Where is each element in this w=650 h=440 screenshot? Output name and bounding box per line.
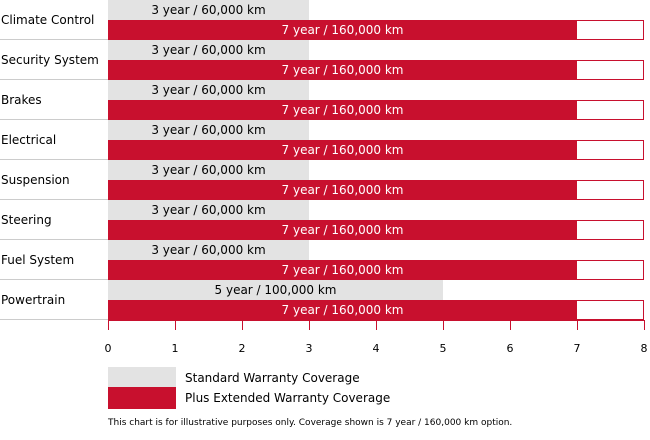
x-tick-label: 1: [171, 342, 179, 355]
x-tick-label: 5: [439, 342, 447, 355]
extended-bar-label: 7 year / 160,000 km: [281, 303, 404, 317]
extended-bar-label: 7 year / 160,000 km: [281, 63, 404, 77]
category-label: Climate Control: [1, 13, 95, 27]
extended-bar-label: 7 year / 160,000 km: [281, 223, 404, 237]
x-tick-label: 2: [238, 342, 246, 355]
standard-bar-label: 3 year / 60,000 km: [151, 3, 266, 17]
standard-bar-label: 3 year / 60,000 km: [151, 83, 266, 97]
category-label: Brakes: [1, 93, 42, 107]
chart-footnote: This chart is for illustrative purposes only. Coverage shown is 7 year / 160,000 km option.: [108, 418, 513, 428]
category-label: Powertrain: [1, 293, 66, 307]
x-tick-label: 3: [305, 342, 313, 355]
standard-bar-label: 3 year / 60,000 km: [151, 163, 266, 177]
category-label: Fuel System: [1, 253, 75, 267]
category-label: Electrical: [1, 133, 57, 147]
standard-bar-label: 3 year / 60,000 km: [151, 43, 266, 57]
standard-bar-label: 3 year / 60,000 km: [151, 203, 266, 217]
standard-bar-label: 5 year / 100,000 km: [214, 283, 337, 297]
extended-bar-label: 7 year / 160,000 km: [281, 143, 404, 157]
category-label: Security System: [1, 53, 99, 67]
category-label: Suspension: [1, 173, 70, 187]
legend-item-standard: [108, 367, 408, 389]
extended-bar-label: 7 year / 160,000 km: [281, 263, 404, 277]
legend-swatch-standard: [108, 367, 176, 389]
x-tick-label: 0: [104, 342, 112, 355]
x-tick-label: 8: [640, 342, 648, 355]
extended-bar-label: 7 year / 160,000 km: [281, 183, 404, 197]
extended-bar-label: 7 year / 160,000 km: [281, 103, 404, 117]
legend-label-standard: Standard Warranty Coverage: [185, 371, 360, 385]
x-tick-label: 7: [573, 342, 581, 355]
legend-swatch-extended: [108, 387, 176, 409]
standard-bar-label: 3 year / 60,000 km: [151, 123, 266, 137]
extended-bar-label: 7 year / 160,000 km: [281, 23, 404, 37]
x-tick-label: 6: [506, 342, 514, 355]
x-tick-label: 4: [372, 342, 380, 355]
legend-item-extended: [108, 387, 408, 409]
standard-bar-label: 3 year / 60,000 km: [151, 243, 266, 257]
category-label: Steering: [1, 213, 52, 227]
legend-label-extended: Plus Extended Warranty Coverage: [185, 391, 391, 405]
